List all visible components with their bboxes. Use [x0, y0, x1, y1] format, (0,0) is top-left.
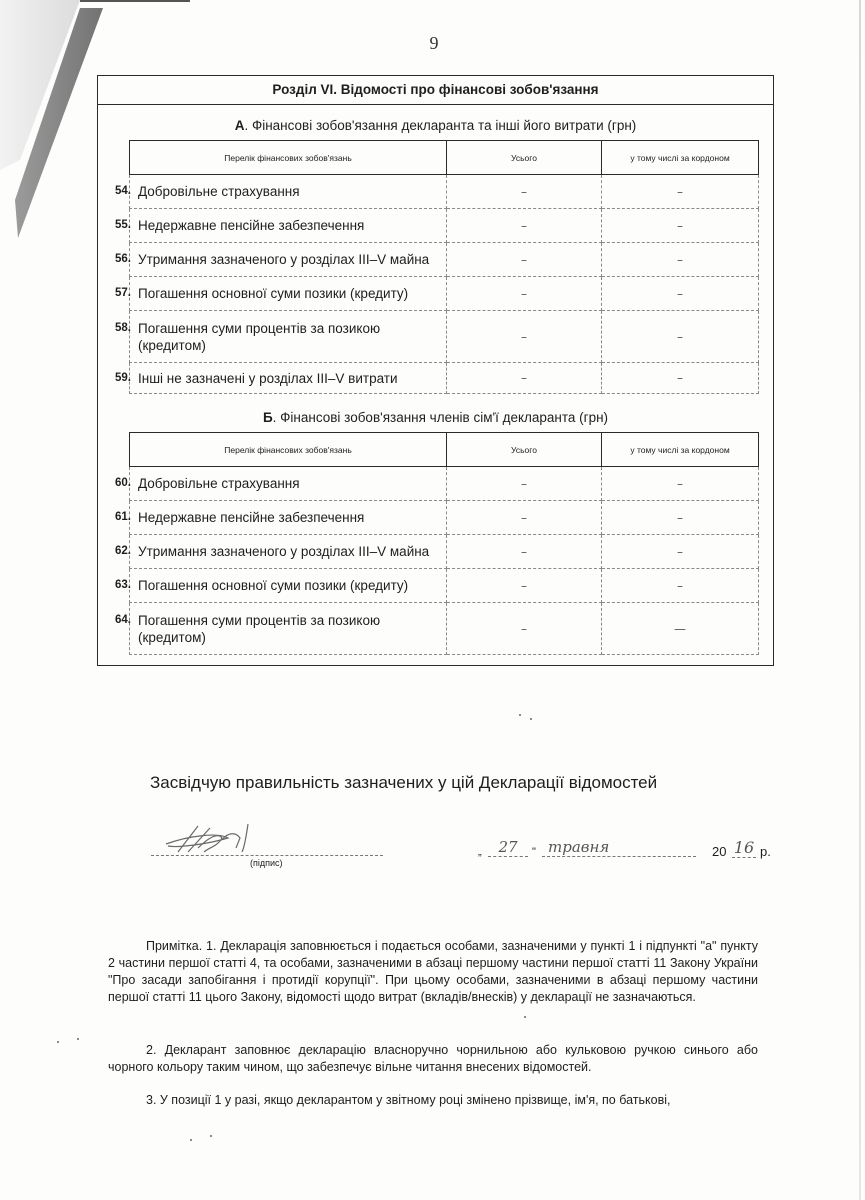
total-value[interactable]: –	[447, 277, 602, 311]
abroad-value[interactable]: –	[602, 535, 759, 569]
table-row	[130, 243, 759, 277]
date-year-prefix: 20	[712, 844, 727, 859]
column-header-list: Перелік фінансових зобов'язань	[130, 433, 447, 467]
page-fold-shadow	[0, 0, 110, 240]
scan-edge-top	[80, 0, 190, 2]
signature-line	[151, 855, 383, 856]
row-number: 57.	[115, 287, 131, 299]
date-year-label: р.	[760, 844, 771, 859]
row-label: Погашення основної суми позики (кредиту)	[138, 286, 409, 301]
table-row	[130, 467, 759, 501]
total-value[interactable]: –	[447, 243, 602, 277]
total-value[interactable]: –	[447, 501, 602, 535]
date-field	[478, 838, 778, 868]
row-number: 59.	[115, 371, 131, 384]
total-value[interactable]: –	[447, 603, 602, 655]
scan-speck	[530, 718, 532, 720]
row-number: 56.	[115, 253, 131, 265]
scan-speck	[190, 1139, 192, 1141]
section-title: Розділ VI. Відомості про фінансові зобов'язання	[98, 76, 773, 105]
row-number: 61.	[115, 511, 131, 523]
row-label: Недержавне пенсійне забезпечення	[138, 510, 365, 525]
part-a-letter: А	[234, 118, 245, 133]
signature-caption: (підпис)	[250, 858, 283, 868]
page-number: 9	[429, 33, 439, 53]
row-number: 60.	[115, 477, 131, 489]
table-row	[130, 209, 759, 243]
row-label: Погашення суми процентів за позикою (кредитом)	[138, 320, 381, 353]
scan-speck	[210, 1135, 212, 1137]
part-a-title	[98, 118, 773, 133]
part-b-title	[98, 410, 773, 425]
abroad-value[interactable]: —	[602, 603, 759, 655]
row-label: Утримання зазначеного у розділах III–V майна	[138, 252, 430, 267]
abroad-value[interactable]: –	[602, 467, 759, 501]
row-label: Погашення суми процентів за позикою (кредитом)	[138, 612, 381, 645]
row-label: Інші не зазначені у розділах III–V витрати	[138, 370, 398, 386]
scan-speck	[519, 714, 521, 716]
part-b-title-text: . Фінансові зобов'язання членів сім'ї декларанта (грн)	[272, 410, 609, 425]
abroad-value[interactable]: –	[602, 569, 759, 603]
row-number: 58.	[115, 321, 131, 334]
abroad-value[interactable]: –	[602, 209, 759, 243]
note-text: 2. Декларант заповнює декларацію власноручно чорнильною або кульковою ручкою синього або чорного кольору таким чином, що забезпечує вільне читання внесених відомостей.	[108, 1043, 758, 1074]
total-value[interactable]: –	[447, 175, 602, 209]
abroad-value[interactable]: –	[602, 243, 759, 277]
table-row	[130, 535, 759, 569]
table-row	[130, 311, 759, 363]
note-text: Примітка. 1. Декларація заповнюється і подається особами, зазначеними у пункті 1 і підпункті "а" пункту 2 частини першої статті 4, та особами, зазначеними в абзаці першому частини першої статті 11 Закону України "Про засади запобігання і протидії корупції". При цьому особами, зазначеними в абзаці першому частини першої статті 11 цього Закону, відомості щодо витрат (вкладів/внесків) у декларації не зазначаються.	[108, 939, 758, 1004]
abroad-value[interactable]: –	[602, 311, 759, 363]
row-number: 54.	[115, 185, 131, 197]
date-day[interactable]: 27	[488, 838, 528, 857]
row-number: 64.	[115, 613, 131, 626]
row-number: 62.	[115, 545, 131, 557]
date-year-suffix[interactable]: 16	[733, 838, 755, 857]
row-label: Добровільне страхування	[138, 184, 300, 199]
total-value[interactable]: –	[447, 311, 602, 363]
abroad-value[interactable]: –	[602, 501, 759, 535]
table-row	[130, 277, 759, 311]
row-label: Погашення основної суми позики (кредиту)	[138, 578, 409, 593]
column-header-total: Усього	[447, 433, 602, 467]
row-label: Утримання зазначеного у розділах III–V майна	[138, 544, 430, 559]
date-close-quote: "	[532, 846, 536, 858]
row-number: 55.	[115, 219, 131, 231]
abroad-value[interactable]: –	[602, 363, 759, 394]
signature-scribble[interactable]	[158, 818, 278, 860]
part-b-table	[115, 432, 759, 655]
total-value[interactable]: –	[447, 363, 602, 394]
column-header-total: Усього	[447, 141, 602, 175]
total-value[interactable]: –	[447, 569, 602, 603]
part-a-title-text: . Фінансові зобов'язання декларанта та інші його витрати (грн)	[244, 118, 637, 133]
part-a-table	[115, 140, 759, 394]
note-3	[108, 1092, 758, 1109]
table-row	[130, 363, 759, 394]
scan-speck	[57, 1041, 59, 1043]
note-text: 3. У позиції 1 у разі, якщо декларантом у звітному році змінено прізвище, ім'я, по батькові,	[146, 1093, 671, 1107]
column-header-list: Перелік фінансових зобов'язань	[130, 141, 447, 175]
table-row	[130, 569, 759, 603]
row-label: Добровільне страхування	[138, 476, 300, 491]
abroad-value[interactable]: –	[602, 175, 759, 209]
section-vi-box	[97, 75, 774, 666]
note-1	[108, 938, 758, 1006]
scan-speck	[77, 1038, 79, 1040]
column-header-abroad: у тому числі за кордоном	[602, 141, 759, 175]
table-row	[130, 175, 759, 209]
table-row	[130, 603, 759, 655]
total-value[interactable]: –	[447, 209, 602, 243]
note-2	[108, 1042, 758, 1076]
scan-speck	[524, 1016, 526, 1018]
table-row	[130, 501, 759, 535]
row-number: 63.	[115, 579, 131, 591]
column-header-abroad: у тому числі за кордоном	[602, 433, 759, 467]
date-open-quote: „	[478, 846, 482, 858]
row-label: Недержавне пенсійне забезпечення	[138, 218, 365, 233]
date-month[interactable]: травня	[542, 838, 696, 857]
attestation-statement: Засвідчую правильність зазначених у цій Декларації відомостей	[150, 773, 658, 792]
abroad-value[interactable]: –	[602, 277, 759, 311]
total-value[interactable]: –	[447, 467, 602, 501]
scan-edge-right	[859, 0, 861, 1200]
part-b-letter: Б	[262, 410, 273, 425]
total-value[interactable]: –	[447, 535, 602, 569]
